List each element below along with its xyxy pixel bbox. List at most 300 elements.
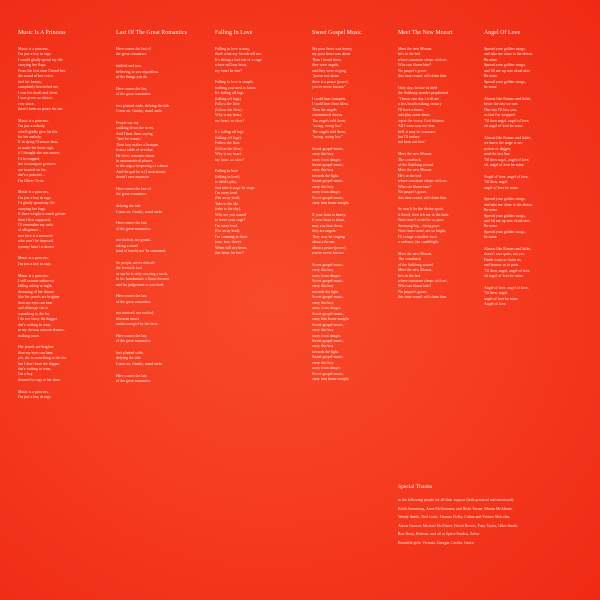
lyric-column [398, 30, 470, 307]
lyric-line: and lift me up into cloud nine. [484, 68, 532, 73]
lyric-stanza [312, 147, 384, 207]
lyric-line: I'm just a boy in rags. [18, 52, 52, 57]
lyric-line: Sweet gospel music, [312, 311, 344, 316]
lyric-stanza [484, 136, 556, 169]
lyric-line: Angel of love, angel of love, [484, 174, 529, 179]
lyric-line: It's letting a fool out of a cage, [215, 57, 263, 62]
lyric-column [312, 30, 384, 389]
lyric-stanza [116, 334, 188, 345]
lyric-line: "swing, swing low" [312, 134, 343, 139]
lyric-line: Come on, Gatsby, stand aside. [116, 109, 163, 114]
lyric-line: Sweet gospel music, [312, 295, 344, 300]
lyric-line: Sweet gospel music, [312, 338, 344, 343]
lyric-line: commenced chorus. [312, 113, 344, 118]
lyric-line: may you hear them, [312, 223, 343, 228]
lyric-line: about a throne, [312, 240, 336, 245]
lyric-line: Spread your golden wings, [484, 213, 526, 218]
lyric-line: If there weight is much greater [18, 212, 66, 217]
lyric-line: carry this boy [312, 152, 334, 157]
lyric-line: No pauper's grave, [398, 190, 428, 195]
lyric-line: doesn't care quite, not yet. [484, 252, 525, 257]
lyric-line: He loves romantic music [116, 153, 155, 158]
lyric-stanza [18, 119, 90, 184]
lyric-line: and lift me up into cloud nine. [484, 218, 532, 223]
lyric-line: I'm just a boy in rags. [18, 261, 52, 266]
lyric-line: Sweet gospel music, [312, 322, 344, 327]
lyric-line: read the last line. [484, 152, 511, 157]
lyric-line: towards the light. [312, 173, 340, 178]
lyric-line: 'Til then, angel, angel of love, [484, 268, 531, 273]
lyric-line: 'Til then, angel, [484, 180, 509, 185]
lyric-line: carry this boy [312, 328, 334, 333]
lyric-column [116, 30, 188, 391]
lyric-line: of the great romantics: [116, 226, 152, 231]
lyric-line: defying the tide. [116, 356, 142, 361]
lyric-line: People say my [116, 120, 139, 125]
lyric-line: feet planted wide, defying the tide. [116, 103, 171, 108]
lyric-line: ever since, [18, 101, 35, 106]
lyric-line: away from danger. [312, 190, 342, 195]
lyric-line: Only days before he died [398, 85, 438, 90]
lyric-line: Here comes the last [116, 294, 147, 299]
lyric-line: carry this boy [312, 184, 334, 189]
lyric-line: are stunted on her, [18, 167, 47, 172]
lyric-line: of the Salzburg wizard. [398, 262, 435, 267]
lyric-line: we know the stage is set, [484, 141, 523, 146]
lyric-stanza [18, 345, 90, 383]
lyric-line: yet, she is something to die for, [18, 356, 67, 361]
lyric-stanza [398, 207, 470, 245]
lyric-stanza [116, 238, 188, 254]
lyric-line: carry this boy [312, 360, 334, 365]
lyric-line: Here comes the last [116, 86, 147, 91]
lyric-line: of the great romantics: [116, 92, 152, 97]
lyric-line: my heart be free? [215, 68, 243, 73]
lyric-line: Why is my heart, [215, 113, 242, 118]
lyric-line: than my eyes can bear [18, 300, 53, 305]
lyric-stanza [116, 311, 188, 327]
lyric-line: undiscouraged by the facts. [116, 322, 159, 327]
lyric-line: and honour us in print. [484, 263, 520, 268]
lyric-line: to leave your cage? [215, 218, 246, 223]
lyric-line: where will my heart, [215, 63, 248, 68]
lyric-line: she's a princess – [18, 173, 45, 178]
lyric-line: I'm a boy [18, 372, 33, 377]
lyric-line: not been out fast." [398, 140, 427, 145]
lyric-line: Almost like Romeo and Juliet, [484, 246, 532, 251]
lyric-line: illusions intact [116, 316, 139, 321]
lyric-line: carry this boy [312, 268, 334, 273]
lyric-stanza [116, 261, 188, 288]
lyric-stanza [484, 247, 556, 280]
special-thanks [398, 484, 588, 550]
lyric-line: this time round, will claim him. [398, 195, 448, 200]
lyric-line: So much for the divine spark, [398, 207, 445, 212]
lyric-line: Then the angels [312, 107, 337, 112]
lyric-line: in asymmetrical phases, [116, 159, 154, 163]
lyric-line: carrying her flags. [18, 63, 47, 68]
lyric-line: (follow the flow). [215, 146, 243, 151]
thanks-line: Beautiful girls: Victoria, Georgia, Cecilia, Grace. [398, 540, 475, 545]
lyric-line: I'll twinge a modest cure, [398, 234, 438, 239]
lyric-stanza [116, 64, 188, 80]
lyric-line: Why are you scared [215, 212, 247, 217]
lyric-line: I was given no choice, [18, 96, 53, 101]
lyric-line: Meet the new Mozart, [398, 47, 433, 51]
lyric-line: Follow the flow [215, 141, 240, 146]
lyric-line: of the great romantics: [116, 299, 152, 304]
lyric-line: Sweet gospel music, [312, 355, 344, 360]
lyric-line: And I hear them saying [116, 131, 153, 136]
lyric-line: of the Salzburg wizard. [398, 162, 435, 167]
lyric-line: tied her beauty, [18, 79, 42, 84]
lyric-line: One day I'll kiss you, [484, 107, 518, 112]
lyric-line: the sound of her voice, [18, 74, 54, 79]
lyric-line: I'm counting to three [215, 234, 248, 239]
lyric-line: he's in the bed [398, 273, 421, 278]
lyric-line: And the god he is (I read about) [116, 169, 166, 174]
lyric-stanza [215, 80, 287, 124]
lyric-stanza [398, 86, 470, 146]
lyric-stanza [116, 221, 188, 232]
lyric-line: carry this boy [312, 344, 334, 349]
lyric-line: a less heartbreaking century [398, 102, 442, 107]
lyric-stanza [18, 190, 90, 250]
lyric-line: who won't be deposed, [18, 239, 54, 244]
lyric-line: Here comes the last [116, 333, 147, 338]
song-title: Music Is A Princess [18, 30, 66, 36]
lyric-line: Music is a princess, [18, 47, 49, 51]
lyric-line: Spread your golden wings, [484, 47, 526, 51]
lyric-line: I will resume unknown [18, 278, 54, 283]
lyric-line: Sweet gospel music, [312, 278, 344, 283]
lyric-line: in my dreams ransom dreams, [18, 328, 65, 333]
lyric-line: a cadence, fan candlelight. [398, 240, 440, 245]
lyric-stanza [312, 213, 384, 257]
lyric-line: "swing, swing low" [312, 124, 343, 129]
lyric-column [18, 30, 90, 407]
lyric-line: like her jewels are brighter [18, 295, 60, 300]
lyric-line: All I want now not fear, [398, 124, 436, 129]
lyric-line: Music is a princess, [18, 273, 49, 278]
lyric-stanza [116, 104, 188, 115]
lyric-line: her extravagant gestures [18, 162, 56, 167]
lyric-line: "you're not alone, [312, 74, 340, 79]
lyric-stanza [484, 197, 556, 241]
lyric-line: she's waiting to wear, [18, 322, 52, 327]
lyric-column [484, 30, 556, 314]
thanks-title: Special Thanks [398, 484, 433, 490]
lyric-line: not foolish, not grand... [116, 238, 153, 243]
song-title: Sweet Gospel Music [312, 30, 362, 36]
lyric-line: doesn't care anymore. [116, 175, 150, 180]
lyric-line: The comeback [398, 157, 421, 162]
lyric-line: and they were singing [312, 68, 347, 73]
lyric-line: this heart, be free? [215, 250, 244, 255]
lyric-line: who'd gladly give his life [18, 129, 58, 134]
lyric-line: faithful and true, [116, 64, 143, 69]
lyric-line: the great romantics: [116, 192, 147, 197]
lyric-line: doomed to rags at her door. [18, 377, 61, 382]
lyric-line: of allegiance – [18, 228, 41, 233]
lyric-line: The comeback [398, 257, 421, 262]
lyric-stanza [116, 121, 188, 181]
thanks-line: Alexis Grower, Michael McAlister, David Brewis, Tony Taylor, Giles Smith, [398, 523, 518, 528]
lyric-line: carry him home tonight. [312, 201, 350, 206]
lyric-line: dreaming big – dying poor. [398, 223, 441, 228]
lyric-line: Falling in love [215, 169, 238, 174]
lyric-line: I'm just a nobody [18, 124, 45, 129]
lyric-line: Sweet gospel music, [312, 371, 344, 376]
lyric-stanza [18, 390, 90, 401]
lyric-line: Almost like Romeo and Juliet, [484, 135, 532, 140]
lyric-line: in the angry deepening of a dawn [116, 164, 168, 169]
lyric-stanza [312, 97, 384, 141]
lyric-line: where comatose sleeps with art. [398, 57, 448, 62]
lyric-line: defying the tide. [116, 204, 142, 209]
lyric-stanza [116, 47, 188, 58]
lyric-line: or say he is only carrying a torch. [116, 271, 169, 276]
lyric-line: be mine. [484, 235, 498, 240]
lyric-line: He's in the bed [398, 173, 422, 178]
lyric-line: the Salzburg wonder prophesied [398, 91, 449, 96]
lyric-line: of the things you do. [116, 75, 149, 79]
lyric-line: Just take it stage by stage. [215, 185, 256, 190]
lyric-line: I'll remember my oath [18, 222, 53, 227]
lyric-line: if your heart is alone, [312, 218, 346, 223]
lyric-line: Then I heard them, [312, 57, 342, 62]
lyric-line: towards the light. [312, 349, 340, 354]
lyric-stanza [18, 274, 90, 339]
lyric-line: I'm away lead [215, 190, 237, 195]
lyric-line: if I thought she was nearer, [18, 151, 61, 156]
lyric-stanza [215, 47, 287, 74]
lyric-line: they are angels. [312, 229, 337, 234]
lyric-line: Angel of love. [484, 302, 507, 307]
lyric-line: or make her heart sigh, [18, 145, 54, 150]
lyric-line: Follow the flow [215, 102, 240, 107]
lyric-stanza [116, 374, 188, 385]
lyric-line: I do not fancy the dagger [18, 317, 57, 322]
lyric-line: I'll have a home, [398, 107, 424, 112]
lyric-line: (falling off logs). [215, 135, 242, 140]
lyric-line: where comatose sleeps with art. [398, 179, 448, 184]
song-title: Meet The New Mozart [398, 30, 453, 36]
lyric-line: Music is a princess, [18, 389, 49, 394]
lyric-line: It's falling off logs [215, 91, 244, 96]
lyric-line: I would gladly spend my life [18, 57, 63, 62]
lyric-line: better the day we met. [484, 102, 519, 107]
lyric-line: Spread your golden wings, [484, 197, 526, 202]
lyric-line: completely bewitched me, [18, 85, 59, 90]
lyric-line: Meet the new Mozart, [398, 152, 433, 157]
lyric-line: I'm away lead [215, 223, 237, 228]
lyric-line: hell, it may be someone, [398, 129, 437, 134]
lyric-line: Next time round, not so bright, [398, 229, 447, 234]
lyric-line: carry this boy [312, 168, 334, 173]
lyric-line: oh angel of love be mine. [484, 124, 524, 129]
lyric-stanza [116, 351, 188, 367]
lyric-line: (falling off logs). [215, 96, 242, 101]
lyric-line: I was her thrall and slave, [18, 90, 58, 95]
lyric-line: When will my heart, [215, 245, 247, 250]
lyric-line: (I'm away lead). [215, 229, 241, 234]
lyric-line: of the great romantics: [116, 379, 152, 384]
lyric-line: believing in you regardless [116, 69, 159, 74]
lyric-stanza [484, 175, 556, 191]
lyric-line: she's waiting to wear, [18, 366, 52, 371]
lyric-line: my heart, so slow? [215, 157, 245, 162]
lyric-line: It's falling off logs [215, 130, 244, 135]
lyric-line: Be mine. [484, 57, 499, 62]
lyric-line: my poor heart was alone. [312, 52, 352, 57]
lyric-line: Sweet gospel music, [312, 146, 344, 151]
lyric-line: Here comes the last of [116, 187, 151, 191]
lyric-line: where comatose sleeps with art. [398, 278, 448, 283]
song-title: Angel Of Love [484, 30, 521, 36]
lyric-line: he's in the bed [398, 52, 421, 57]
lyric-line: true love is a monarch [18, 233, 53, 238]
lyric-line: The angels told them, [312, 129, 346, 134]
lyric-line: Who can blame him? [398, 284, 432, 289]
lyric-line: From the first time I heard her, [18, 68, 66, 73]
lyric-line: from a table of overdue, [116, 148, 154, 153]
lyric-line: Be mine. [484, 224, 499, 229]
thanks-line: Keith Armstrong, Anne McGuinness and Nicki Turner, Martin McAlister, [398, 506, 513, 511]
lyric-line: for her melody. [18, 134, 42, 139]
lyric-stanza [398, 152, 470, 201]
lyric-line: (falling in love) [215, 174, 240, 179]
lyric-line: They may be singing [312, 234, 345, 239]
lyric-line: Who can blame him? [398, 184, 432, 189]
lyric-line: No pauper's grave, [398, 68, 428, 73]
lyric-line: Sweet gospel music, [312, 162, 344, 167]
lyric-line: Spread your golden wings, [484, 229, 526, 234]
lyric-line: of the great romantics: [116, 339, 152, 344]
lyric-line: it flared, then left me in the dark. [398, 212, 450, 217]
lyric-line: Come on, Gatsby, stand aside. [116, 209, 163, 214]
lyric-line: away from danger. [312, 333, 342, 338]
lyric-line: Take to the ski [215, 201, 238, 206]
lyric-stanza [484, 47, 556, 91]
lyric-line: "I know one day I will see [398, 96, 439, 101]
lyric-line: and play some dates, [398, 113, 431, 118]
lyric-stanza [18, 256, 90, 267]
lyric-line: Next time I would be so pure, [398, 218, 445, 223]
lyric-line: taking a stand [116, 243, 138, 248]
lyric-line: carrying her bags. [18, 206, 46, 211]
lyric-line: something to die for, [18, 311, 51, 316]
lyric-line: that's what my friends tell me. [215, 52, 262, 57]
lyric-stanza [116, 294, 188, 305]
lyric-line: Here comes the last [116, 373, 147, 378]
lyric-line: 'Til then angel, angel of love, [484, 157, 530, 162]
lyric-line: Music is a princess, [18, 118, 49, 123]
lyric-line: poison or dagger, [484, 146, 511, 151]
lyric-line: (one, two, three). [215, 240, 242, 245]
lyric-line: Be mine. [484, 208, 499, 213]
lyric-line: carry this boy [312, 300, 334, 305]
lyric-line: falling asleep at night, [18, 284, 53, 289]
lyric-line: about a peace (peace) [312, 245, 346, 250]
lyric-line: there is a peace (peace) [312, 79, 349, 84]
lyric-line: this time round, will claim him. [398, 74, 448, 79]
lyric-line: tyranny hasn't a chance. [18, 244, 56, 249]
lyric-line: Be mine. [484, 74, 499, 79]
lyric-line: Angel of love, angel of love, [484, 285, 529, 290]
lyric-line: feet planted wide, [116, 351, 144, 356]
lyric-line: Meet the new Mozart, [398, 251, 433, 256]
lyric-line: I'm just a boy in rags. [18, 195, 52, 200]
lyric-line: so that I'm wrapped. [484, 113, 516, 118]
lyric-line: (I'm away lead). [215, 196, 241, 201]
lyric-line: I'd be trapped, [18, 156, 41, 161]
lyric-column [215, 30, 287, 263]
lyric-line: and his judgement is scorched. [116, 282, 164, 287]
lyric-line: If in dying I'd music hear, [18, 140, 59, 145]
lyric-line: the great romantics: [116, 52, 147, 57]
lyric-line: Come on, Gatsby, stand aside. [116, 361, 163, 366]
lyric-line: nothing you need to know. [215, 85, 257, 90]
lyric-stanza [484, 97, 556, 130]
lyric-stanza [116, 87, 188, 98]
lyric-line: not tortured, not sucked, [116, 311, 154, 316]
lyric-line: Their boy makes a bouquet [116, 142, 159, 147]
lyric-line: Here comes the last of [116, 47, 151, 51]
lyric-line: Music is a princess, [18, 256, 49, 261]
lyric-line: The angels told them, [312, 118, 346, 123]
lyric-line: but I don't have the slipper [18, 361, 60, 366]
lyric-line: away from danger. [312, 366, 342, 371]
thanks-line: Wendy Smith, Neil Conti, Thomas Dolby, Calum and Yvonne Malcolm, [398, 515, 510, 520]
lyric-line: Falling in love is easy, [215, 47, 250, 51]
lyric-line: oh angel of love be mine. [484, 274, 524, 279]
lyric-stanza [398, 47, 470, 80]
lyric-line: nothing more. [18, 333, 40, 338]
lyric-line: you've never known." [312, 85, 346, 90]
lyric-line: be mine. [484, 85, 498, 90]
lyric-line: So people, never ridicule [116, 260, 155, 265]
lyric-line: away from danger. [312, 306, 342, 311]
lyric-stanza [116, 204, 188, 215]
lyric-line: I could hear trumpets. [312, 96, 347, 101]
lyric-line: than I first supposed, [18, 217, 51, 222]
lyric-line: I'd gladly spend my life [18, 201, 55, 206]
lyric-line: carry him home tonight. [312, 317, 350, 322]
lyric-line: Who can blame him? [398, 63, 432, 68]
lyric-line: carry him home tonight. [312, 377, 350, 382]
lyric-line: but I'll endure [398, 134, 420, 139]
song-title: Last Of The Great Romantics [116, 30, 187, 36]
lyric-line: walking down the street, [116, 126, 155, 131]
lyric-line: My poor heart was heavy, [312, 47, 353, 51]
lyric-line: my heart, so slow? [215, 118, 245, 123]
lyric-line: they were angels, [312, 63, 340, 68]
lyric-line: the lovesick fool [116, 266, 142, 271]
lyric-line: Spread your golden wings, [484, 79, 526, 84]
lyric-line: Sweet gospel music, [312, 262, 344, 267]
lyric-line: Here comes the last [116, 221, 147, 226]
lyric-line: away from danger. [312, 273, 342, 278]
lyric-line: reject the worst; God dictates. [398, 118, 445, 123]
lyric-line: "here he comes." [116, 137, 143, 142]
lyric-line: Music is a princess, [18, 190, 49, 195]
lyric-line: I could hear them blow. [312, 102, 349, 107]
lyric-line: dreaming of her throne. [18, 289, 55, 294]
lyric-line: Her jewels are brighter [18, 345, 54, 350]
lyric-line: (take to the sky). [215, 207, 242, 212]
lyric-stanza [215, 130, 287, 163]
